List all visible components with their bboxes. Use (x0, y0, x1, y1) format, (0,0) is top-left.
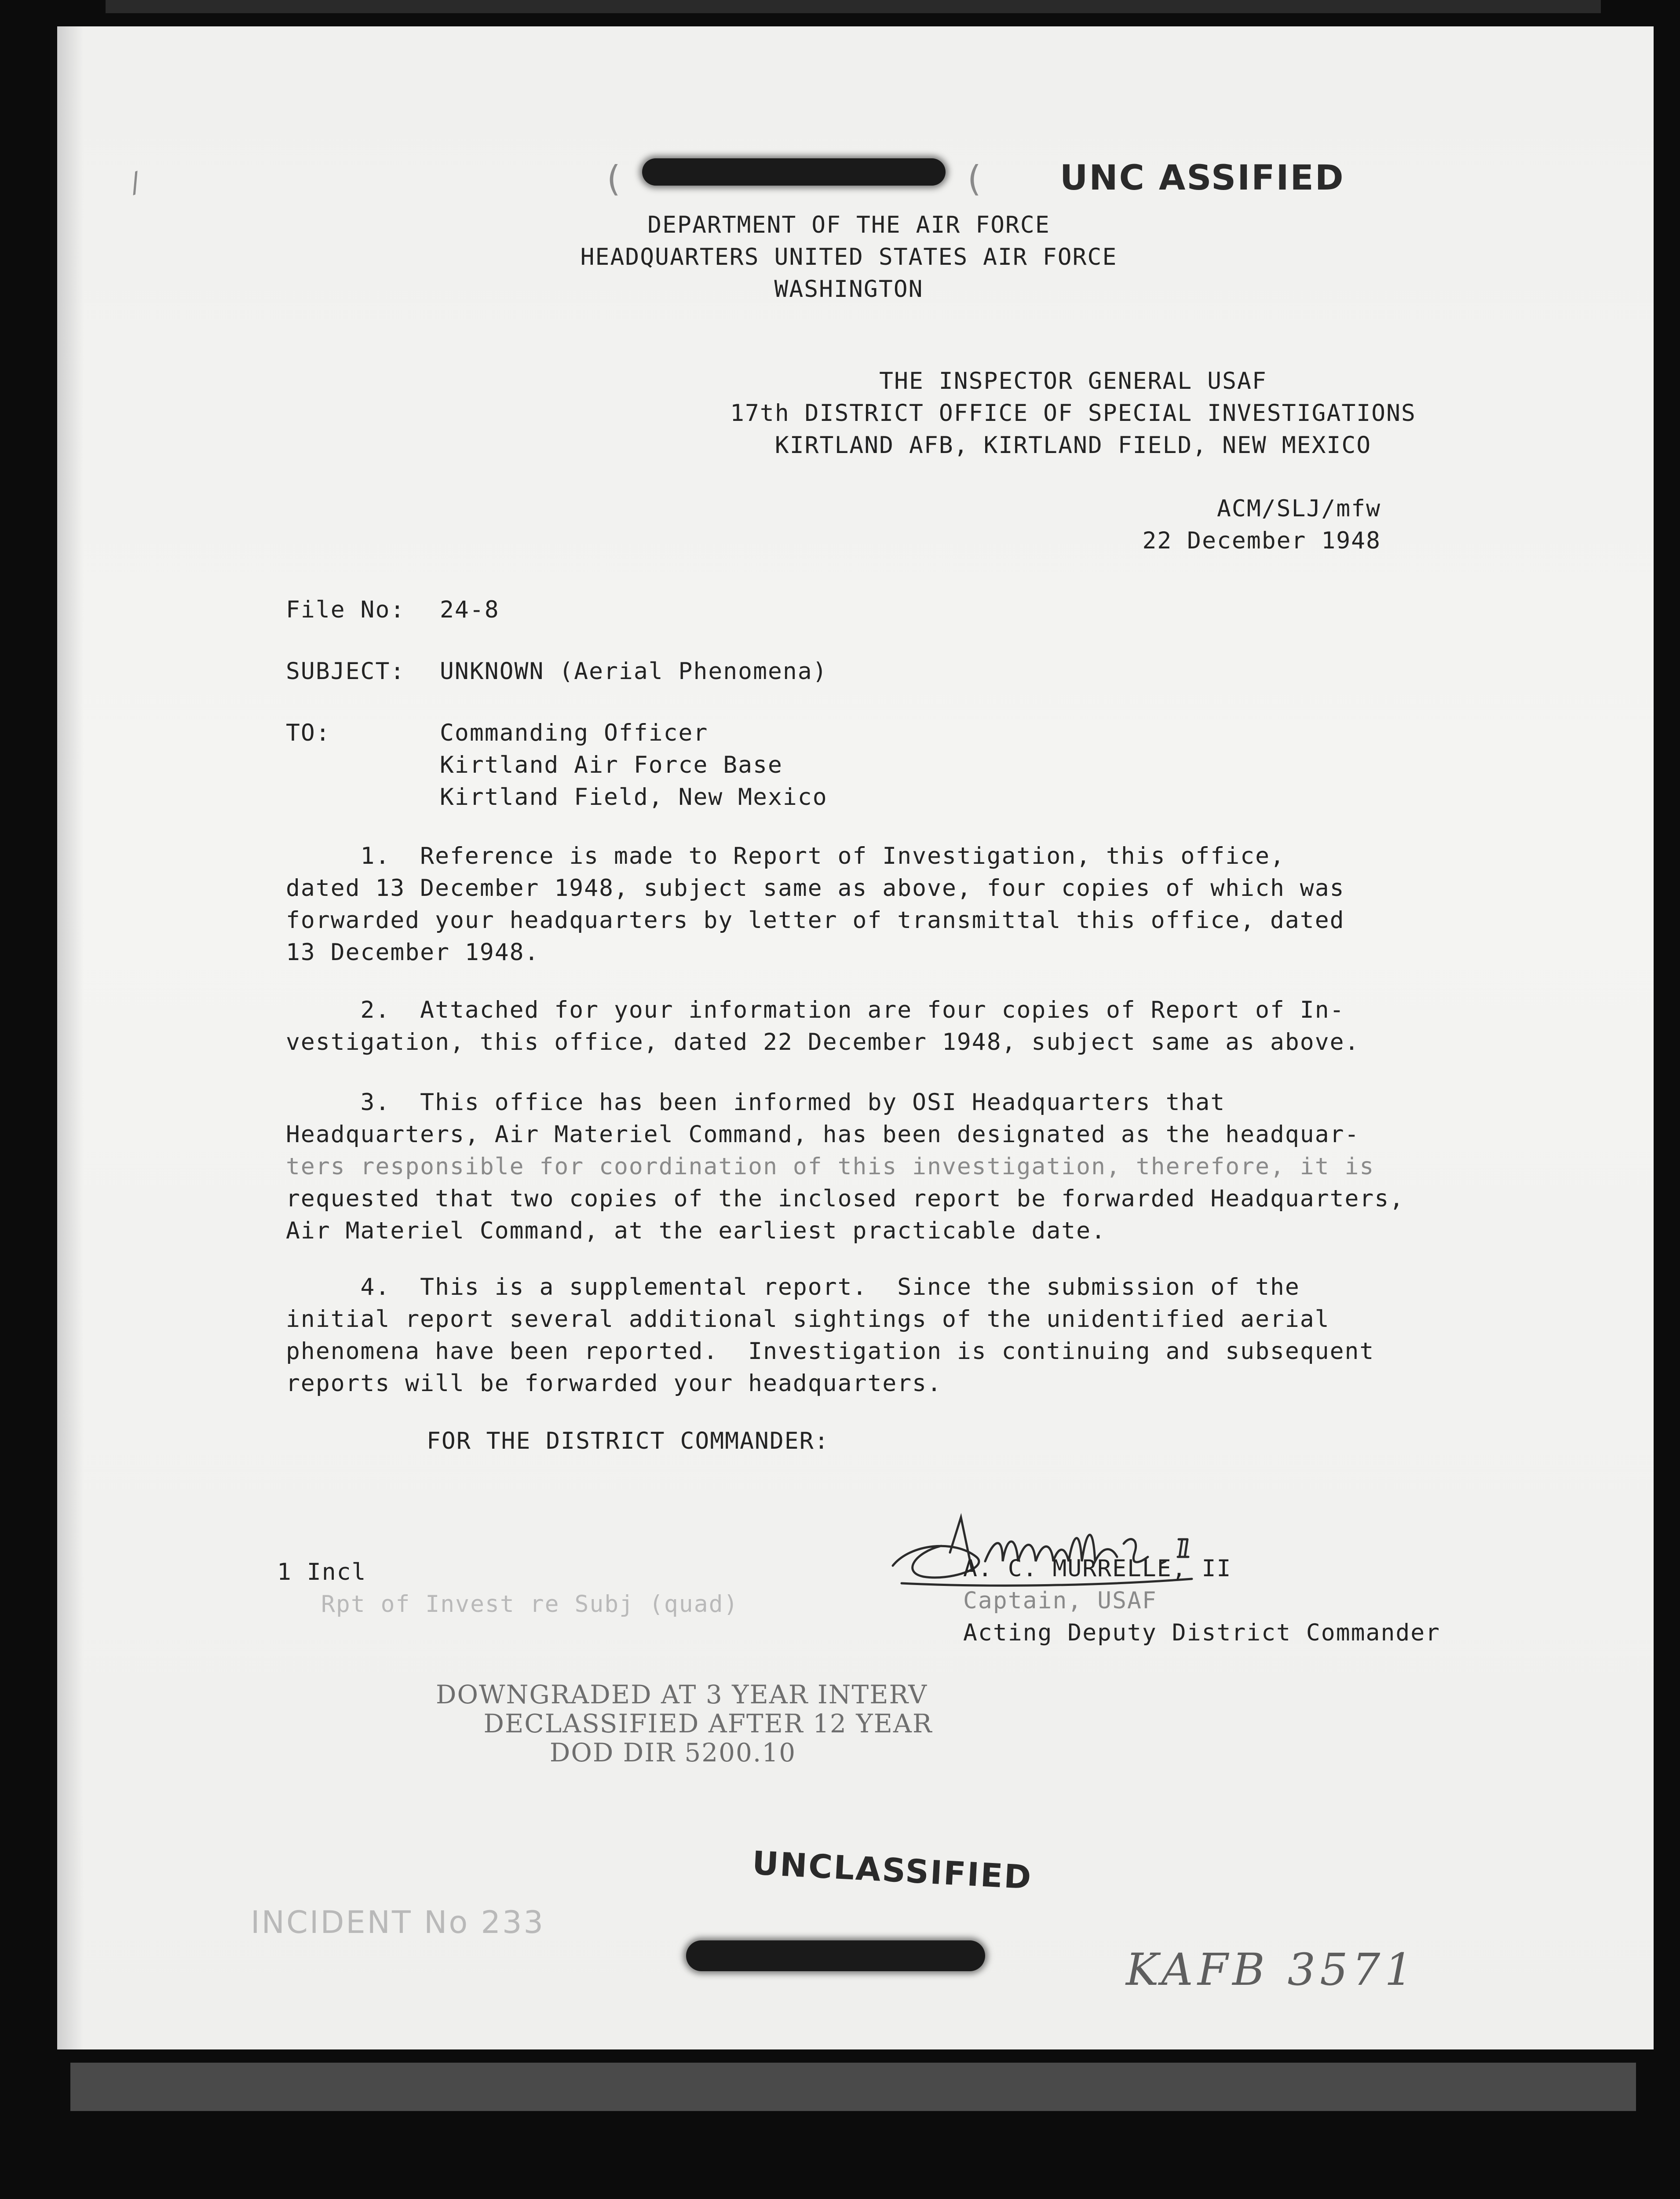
paragraph-1-line-3: forwarded your headquarters by letter of transmittal this office, dated (286, 907, 1345, 934)
paragraph-3-line-5: Air Materiel Command, at the earliest practicable date. (286, 1217, 1106, 1244)
paragraph-4-line-2: initial report several additional sightings of the unidentified aerial (286, 1306, 1330, 1333)
film-edge-bottom (70, 2063, 1636, 2111)
paragraph-1-line-4: 13 December 1948. (286, 939, 540, 966)
addressee-line-1: Commanding Officer (440, 720, 709, 746)
redaction-bracket-right: ( (963, 158, 985, 199)
paragraph-2-line-2: vestigation, this office, dated 22 December 1948, subject same as above. (286, 1029, 1360, 1056)
film-edge-top (106, 0, 1601, 13)
redaction-bar-bottom (686, 1940, 985, 1971)
paragraph-2-line-1: 2. Attached for your information are four copies of Report of In- (286, 997, 1345, 1023)
downgrade-stamp-line-3: DOD DIR 5200.10 (549, 1738, 796, 1768)
redaction-bracket-left: ( (603, 158, 624, 199)
classification-stamp-top: UNC ASSIFIED (1060, 158, 1345, 198)
office-line-1: THE INSPECTOR GENERAL USAF (879, 368, 1267, 395)
classification-stamp-bottom: UNCLASSIFIED (751, 1844, 1034, 1897)
paragraph-4-line-1: 4. This is a supplemental report. Since the submission of the (286, 1274, 1300, 1300)
paragraph-3-line-2: Headquarters, Air Materiel Command, has been designated as the headquar- (286, 1121, 1360, 1148)
paragraph-4-line-4: reports will be forwarded your headquarters. (286, 1370, 942, 1397)
to-label: TO: (286, 720, 331, 746)
signer-name: A. C. MURRELLE, II (963, 1555, 1232, 1582)
letterhead-line-1: DEPARTMENT OF THE AIR FORCE (647, 212, 1050, 238)
paragraph-4-line-3: phenomena have been reported. Investigation is continuing and subsequent (286, 1338, 1375, 1365)
paragraph-3-line-4: requested that two copies of the inclosed report be forwarded Headquarters, (286, 1185, 1405, 1212)
signer-rank: Captain, USAF (963, 1587, 1157, 1614)
incident-stamp: INCIDENT No 233 (251, 1904, 545, 1940)
archive-number: KAFB 3571 (1126, 1944, 1417, 1995)
subject-value: UNKNOWN (Aerial Phenomena) (440, 658, 828, 685)
closing-line: FOR THE DISTRICT COMMANDER: (427, 1428, 829, 1454)
paragraph-3-line-3: ters responsible for coordination of this investigation, therefore, it is (286, 1153, 1375, 1180)
page-edge-shadow (57, 26, 84, 2049)
paragraph-3-line-1: 3. This office has been informed by OSI Headquarters that (286, 1089, 1226, 1116)
enclosure-description: Rpt of Invest re Subj (quad) (321, 1591, 739, 1618)
redaction-bar-top (642, 158, 946, 186)
office-line-3: KIRTLAND AFB, KIRTLAND FIELD, NEW MEXICO (774, 432, 1372, 459)
file-no-value: 24-8 (440, 596, 500, 623)
file-no-label: File No: (286, 596, 405, 623)
signer-title: Acting Deputy District Commander (963, 1619, 1441, 1646)
downgrade-stamp-line-1: DOWNGRADED AT 3 YEAR INTERV (435, 1680, 928, 1710)
office-line-2: 17th DISTRICT OFFICE OF SPECIAL INVESTIGATIONS (730, 400, 1416, 427)
stray-mark: / (123, 165, 149, 200)
subject-label: SUBJECT: (286, 658, 405, 685)
letterhead-line-3: WASHINGTON (774, 276, 924, 303)
downgrade-stamp-line-2: DECLASSIFIED AFTER 12 YEAR (483, 1709, 933, 1739)
addressee-line-2: Kirtland Air Force Base (440, 752, 783, 778)
letter-date: 22 December 1948 (1142, 527, 1381, 554)
document-page (57, 26, 1654, 2049)
paragraph-1-line-1: 1. Reference is made to Report of Investigation, this office, (286, 843, 1285, 869)
addressee-line-3: Kirtland Field, New Mexico (440, 784, 828, 811)
enclosure-count: 1 Incl (277, 1559, 367, 1585)
letterhead-line-2: HEADQUARTERS UNITED STATES AIR FORCE (580, 244, 1118, 270)
paragraph-1-line-2: dated 13 December 1948, subject same as above, four copies of which was (286, 875, 1345, 902)
reference-code: ACM/SLJ/mfw (1217, 495, 1381, 522)
